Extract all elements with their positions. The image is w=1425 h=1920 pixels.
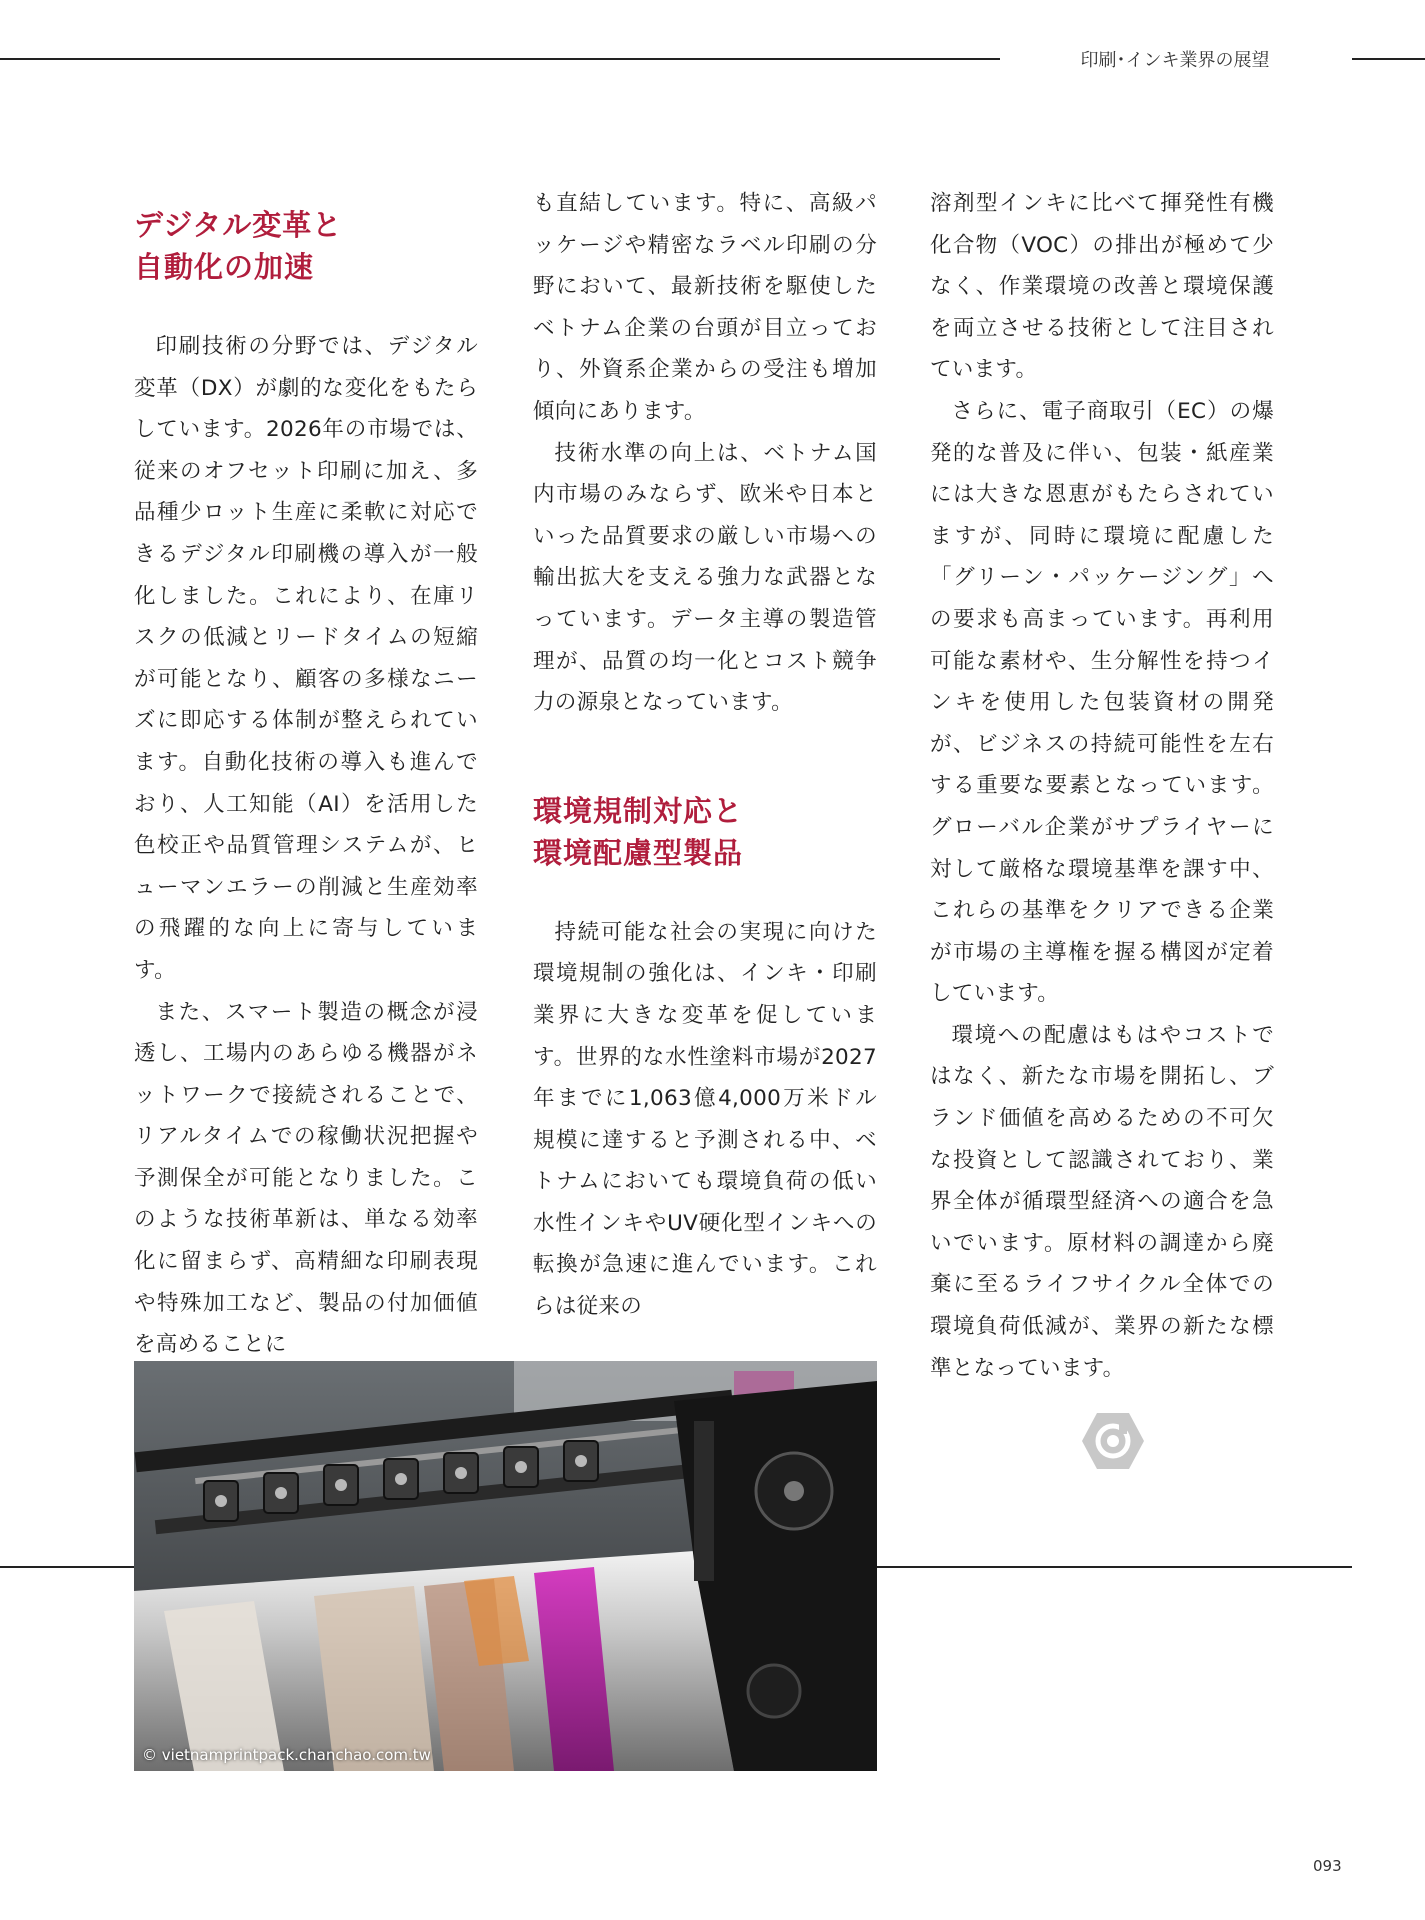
column-2 (533, 183, 877, 1328)
page-number: 093 (1313, 1857, 1342, 1875)
mid-rule-left (0, 1566, 134, 1568)
section-heading-digital (134, 204, 478, 288)
body-paragraph: 持続可能な社会の実現に向けた環境規制の強化は、インキ・印刷業界に大きな変革を促しています。世界的な水性塗料市場が2027年までに1,063億4,000万米ドル規模に達すると予測される中、ベトナムにおいても環境負荷の低い水性インキやUV硬化型インキへの転換が急速に進んでいます。これらは従来の (533, 919, 877, 1320)
body-paragraph-continued: 溶剤型インキに比べて揮発性有機化合物（VOC）の排出が極めて少なく、作業環境の改善と環境保護を両立させる技術として注目されています。 (930, 191, 1274, 383)
hexagon-logo-icon (1081, 1411, 1145, 1471)
photo-credit: © vietnamprintpack.chanchao.com.tw (142, 1746, 431, 1764)
body-paragraph: また、スマート製造の概念が浸透し、工場内のあらゆる機器がネットワークで接続されることで、リアルタイムでの稼働状況把握や予測保全が可能となりました。このような技術革新は、単なる効率化に留まらず、高精細な印刷表現や特殊加工など、製品の付加価値を高めることに (134, 999, 478, 1358)
body-paragraph: 印刷技術の分野では、デジタル変革（DX）が劇的な変化をもたらしています。2026年の市場では、従来のオフセット印刷に加え、多品種少ロット生産に柔軟に対応できるデジタル印刷機の導入が一般化しました。これにより、在庫リスクの低減とリードタイムの短縮が可能となり、顧客の多様なニーズに即応する体制が整えられています。自動化技術の導入も進んでおり、人工知能（AI）を活用した色校正や品質管理システムが、ヒューマンエラーの削減と生産効率の飛躍的な向上に寄与しています。 (134, 334, 478, 983)
printing-press-photo (134, 1361, 877, 1771)
heading-line: 環境配慮型製品 (533, 835, 744, 870)
running-header: 印刷･インキ業界の展望 (1080, 50, 1270, 71)
mid-rule-right (877, 1566, 1352, 1568)
heading-line: 自動化の加速 (134, 250, 315, 284)
body-paragraph-continued: も直結しています。特に、高級パッケージや精密なラベル印刷の分野において、最新技術を駆使したベトナム企業の台頭が目立っており、外資系企業からの受注も増加傾向にあります。 (533, 191, 877, 424)
body-paragraph: 環境への配慮はもはやコストではなく、新たな市場を開拓し、ブランド価値を高めるための不可欠な投資として認識されており、業界全体が循環型経済への適合を急いでいます。原材料の調達から廃棄に至るライフサイクル全体での環境負荷低減が、業界の新たな標準となっています。 (930, 1022, 1274, 1381)
body-paragraph: さらに、電子商取引（EC）の爆発的な普及に伴い、包装・紙産業には大きな恩恵がもたらされていますが、同時に環境に配慮した「グリーン・パッケージング」への要求も高まっています。再利用可能な素材や、生分解性を持つインキを使用した包装資材の開発が、ビジネスの持続可能性を左右する重要な要素となっています。グローバル企業がサプライヤーに対して厳格な環境基準を課す中、これらの基準をクリアできる企業が市場の主導権を握る構図が定着しています。 (930, 398, 1274, 1007)
heading-line: デジタル変革と (134, 208, 343, 242)
header-rule-left (0, 58, 1000, 60)
column-3 (930, 183, 1274, 1389)
body-paragraph: 技術水準の向上は、ベトナム国内市場のみならず、欧米や日本といった品質要求の厳しい市場への輸出拡大を支える強力な武器となっています。データ主導の製造管理が、品質の均一化とコスト競争力の源泉となっています。 (533, 440, 877, 716)
heading-line: 環境規制対応と (533, 793, 744, 828)
column-1 (134, 204, 478, 1366)
header-rule-right (1352, 58, 1425, 60)
section-heading-environment (533, 790, 877, 874)
